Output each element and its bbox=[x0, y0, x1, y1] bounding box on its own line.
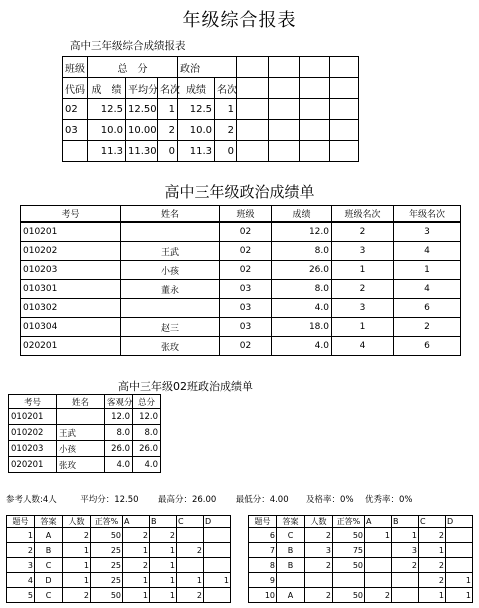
cell: 12.0 bbox=[105, 409, 133, 425]
cell: 4.0 bbox=[272, 337, 332, 356]
table-row bbox=[21, 299, 461, 318]
item-analysis-left bbox=[6, 515, 231, 603]
stat-lowest: 最低分：4.00 bbox=[235, 495, 289, 505]
cell: 6 bbox=[249, 528, 277, 543]
cell: 03 bbox=[220, 318, 272, 337]
cell: 1 bbox=[446, 588, 473, 603]
cell: 010202 bbox=[9, 425, 57, 441]
cell: 75 bbox=[333, 543, 365, 558]
table-row bbox=[7, 528, 231, 543]
cell: 2 bbox=[365, 588, 392, 603]
cell: 12.5 bbox=[178, 99, 215, 120]
cell: 10.0 bbox=[178, 120, 215, 141]
report-title: 年级综合报表 bbox=[182, 10, 297, 31]
cell: 2 bbox=[332, 280, 394, 299]
cell bbox=[305, 573, 333, 588]
cell: 9 bbox=[249, 573, 277, 588]
politics-header-id: 考号 bbox=[21, 206, 121, 222]
cell bbox=[237, 99, 269, 120]
cell: 2 bbox=[123, 528, 150, 543]
cell: 4 bbox=[7, 573, 35, 588]
cell: 8.0 bbox=[105, 425, 133, 441]
cell: 25 bbox=[91, 573, 123, 588]
cell: 50 bbox=[91, 528, 123, 543]
cell: 1 bbox=[63, 558, 91, 573]
cell: 12.0 bbox=[272, 223, 332, 242]
table-row bbox=[9, 441, 161, 457]
table-row bbox=[21, 337, 461, 356]
summary-empty-cell bbox=[300, 78, 330, 99]
table-row bbox=[7, 558, 231, 573]
cell bbox=[177, 528, 204, 543]
cell: B bbox=[277, 543, 305, 558]
cell: 2 bbox=[63, 528, 91, 543]
table-row bbox=[63, 120, 359, 141]
table-row bbox=[249, 573, 473, 588]
cell: 1 bbox=[63, 543, 91, 558]
cell: 1 bbox=[419, 543, 446, 558]
cell: 1 bbox=[7, 528, 35, 543]
summary-header-rank: 名次 bbox=[158, 78, 178, 99]
class-header-objective: 客观分 bbox=[105, 395, 133, 409]
summary-table bbox=[62, 56, 359, 162]
summary-empty-cell bbox=[300, 57, 330, 78]
cell bbox=[237, 141, 269, 162]
cell: 12.50 bbox=[126, 99, 158, 120]
politics-table bbox=[20, 205, 461, 222]
cell: 1 bbox=[204, 573, 231, 588]
cell: 1 bbox=[177, 573, 204, 588]
table-row bbox=[249, 588, 473, 603]
cell: 02 bbox=[220, 261, 272, 280]
cell: 0 bbox=[215, 141, 237, 162]
cell bbox=[446, 558, 473, 573]
politics-header-grade-rank: 年级名次 bbox=[394, 206, 461, 222]
cell: 1 bbox=[158, 99, 178, 120]
item-header-answer: 答案 bbox=[35, 516, 63, 528]
item-header-count: 人数 bbox=[63, 516, 91, 528]
summary-empty-cell bbox=[269, 78, 300, 99]
cell bbox=[330, 141, 359, 162]
cell: 1 bbox=[123, 588, 150, 603]
cell bbox=[269, 99, 300, 120]
item-header-a: A bbox=[365, 516, 392, 528]
item-header-d: D bbox=[446, 516, 473, 528]
cell: 2 bbox=[305, 558, 333, 573]
cell bbox=[57, 409, 105, 425]
cell: 02 bbox=[63, 99, 88, 120]
cell bbox=[365, 573, 392, 588]
cell: 2 bbox=[305, 588, 333, 603]
cell: D bbox=[35, 573, 63, 588]
table-row bbox=[7, 588, 231, 603]
cell: 1 bbox=[419, 588, 446, 603]
summary-empty-cell bbox=[330, 78, 359, 99]
table-row bbox=[9, 425, 161, 441]
cell: 张玫 bbox=[57, 457, 105, 473]
stat-pass-rate: 及格率：0% bbox=[306, 495, 354, 505]
summary-empty-cell bbox=[237, 78, 269, 99]
cell: 11.3 bbox=[88, 141, 126, 162]
cell bbox=[204, 528, 231, 543]
cell: 8.0 bbox=[272, 242, 332, 261]
cell: 4 bbox=[332, 337, 394, 356]
cell: 1 bbox=[150, 573, 177, 588]
cell: 2 bbox=[150, 528, 177, 543]
cell bbox=[333, 573, 365, 588]
cell: 1 bbox=[332, 261, 394, 280]
cell: 1 bbox=[332, 318, 394, 337]
cell bbox=[300, 141, 330, 162]
item-header-answer: 答案 bbox=[277, 516, 305, 528]
stat-participants: 参考人数:4人 bbox=[6, 495, 57, 505]
cell: C bbox=[277, 528, 305, 543]
cell: 8.0 bbox=[272, 280, 332, 299]
table-row bbox=[9, 409, 161, 425]
summary-header-politics: 政治 bbox=[178, 57, 237, 78]
item-header-d: D bbox=[204, 516, 231, 528]
table-row bbox=[249, 558, 473, 573]
cell: 2 bbox=[394, 318, 461, 337]
cell: 010301 bbox=[21, 280, 121, 299]
table-row bbox=[21, 318, 461, 337]
class-sheet-title: 高中三年级02班政治成绩单 bbox=[118, 380, 253, 393]
cell bbox=[365, 558, 392, 573]
cell: 11.3 bbox=[178, 141, 215, 162]
politics-header-score: 成绩 bbox=[272, 206, 332, 222]
cell: B bbox=[277, 558, 305, 573]
cell: 2 bbox=[332, 223, 394, 242]
cell bbox=[204, 588, 231, 603]
cell: 1 bbox=[63, 573, 91, 588]
politics-header-name: 姓名 bbox=[121, 206, 220, 222]
cell: 4.0 bbox=[272, 299, 332, 318]
cell bbox=[204, 543, 231, 558]
cell bbox=[392, 588, 419, 603]
politics-title: 高中三年级政治成绩单 bbox=[164, 183, 315, 201]
cell: 4.0 bbox=[133, 457, 161, 473]
cell: 26.0 bbox=[133, 441, 161, 457]
cell: 2 bbox=[305, 528, 333, 543]
table-row bbox=[249, 543, 473, 558]
cell bbox=[365, 543, 392, 558]
table-row bbox=[21, 261, 461, 280]
cell: 王武 bbox=[57, 425, 105, 441]
cell: 4.0 bbox=[105, 457, 133, 473]
cell: 11.30 bbox=[126, 141, 158, 162]
item-header-count: 人数 bbox=[305, 516, 333, 528]
cell: 020201 bbox=[9, 457, 57, 473]
table-row bbox=[21, 280, 461, 299]
cell: 010203 bbox=[21, 261, 121, 280]
summary-empty-cell bbox=[269, 57, 300, 78]
cell: 赵三 bbox=[121, 318, 220, 337]
cell: 2 bbox=[177, 588, 204, 603]
cell: 1 bbox=[123, 573, 150, 588]
cell: 010304 bbox=[21, 318, 121, 337]
cell: 2 bbox=[419, 573, 446, 588]
class-sheet-table bbox=[8, 394, 161, 473]
cell bbox=[300, 99, 330, 120]
cell: 2 bbox=[419, 528, 446, 543]
politics-table-body bbox=[20, 222, 461, 356]
cell: C bbox=[35, 558, 63, 573]
cell: 董永 bbox=[121, 280, 220, 299]
cell: 张玫 bbox=[121, 337, 220, 356]
cell: 3 bbox=[392, 543, 419, 558]
cell: 50 bbox=[91, 588, 123, 603]
cell: 1 bbox=[150, 558, 177, 573]
summary-header-score: 成 绩 bbox=[88, 78, 126, 99]
cell: 12.5 bbox=[88, 99, 126, 120]
cell: 1 bbox=[446, 573, 473, 588]
stats-line bbox=[6, 493, 412, 505]
cell: 25 bbox=[91, 558, 123, 573]
cell: 4 bbox=[394, 242, 461, 261]
class-header-name: 姓名 bbox=[57, 395, 105, 409]
summary-subtitle: 高中三年级综合成绩报表 bbox=[70, 40, 186, 52]
cell bbox=[300, 120, 330, 141]
cell: 010302 bbox=[21, 299, 121, 318]
item-header-c: C bbox=[419, 516, 446, 528]
cell: 1 bbox=[123, 543, 150, 558]
item-header-correct: 正答% bbox=[333, 516, 365, 528]
item-header-a: A bbox=[123, 516, 150, 528]
cell bbox=[177, 558, 204, 573]
cell: C bbox=[35, 588, 63, 603]
cell: 010201 bbox=[9, 409, 57, 425]
cell: 1 bbox=[365, 528, 392, 543]
cell: 4 bbox=[394, 280, 461, 299]
cell bbox=[121, 299, 220, 318]
cell: 02 bbox=[220, 242, 272, 261]
politics-header-class: 班级 bbox=[220, 206, 272, 222]
cell: 010202 bbox=[21, 242, 121, 261]
cell: 2 bbox=[123, 558, 150, 573]
cell: 1 bbox=[215, 99, 237, 120]
cell bbox=[277, 573, 305, 588]
cell bbox=[237, 120, 269, 141]
cell: 8 bbox=[249, 558, 277, 573]
cell: 2 bbox=[63, 588, 91, 603]
table-row bbox=[7, 573, 231, 588]
cell: 010201 bbox=[21, 223, 121, 242]
cell: 3 bbox=[7, 558, 35, 573]
summary-header-code: 代码 bbox=[63, 78, 88, 99]
cell: 50 bbox=[333, 588, 365, 603]
item-header-b: B bbox=[150, 516, 177, 528]
cell: 10.0 bbox=[88, 120, 126, 141]
cell bbox=[269, 120, 300, 141]
cell: 2 bbox=[158, 120, 178, 141]
table-row bbox=[21, 242, 461, 261]
cell: B bbox=[35, 543, 63, 558]
cell: 3 bbox=[305, 543, 333, 558]
cell: 18.0 bbox=[272, 318, 332, 337]
cell: 020201 bbox=[21, 337, 121, 356]
item-header-no: 题号 bbox=[7, 516, 35, 528]
cell: 1 bbox=[150, 588, 177, 603]
cell: 1 bbox=[150, 543, 177, 558]
cell: 03 bbox=[63, 120, 88, 141]
summary-empty-cell bbox=[237, 57, 269, 78]
cell bbox=[330, 99, 359, 120]
cell: A bbox=[35, 528, 63, 543]
cell: 3 bbox=[332, 242, 394, 261]
cell bbox=[269, 141, 300, 162]
cell: 25 bbox=[91, 543, 123, 558]
cell: 2 bbox=[7, 543, 35, 558]
item-header-b: B bbox=[392, 516, 419, 528]
summary-header-pol-rank: 名次 bbox=[215, 78, 237, 99]
cell: 50 bbox=[333, 558, 365, 573]
table-row bbox=[63, 141, 359, 162]
table-row bbox=[9, 457, 161, 473]
cell: 10 bbox=[249, 588, 277, 603]
summary-empty-cell bbox=[330, 57, 359, 78]
item-header-c: C bbox=[177, 516, 204, 528]
cell bbox=[392, 573, 419, 588]
summary-header-class: 班级 bbox=[63, 57, 88, 78]
item-header-no: 题号 bbox=[249, 516, 277, 528]
cell: 26.0 bbox=[272, 261, 332, 280]
cell: 3 bbox=[332, 299, 394, 318]
cell bbox=[446, 543, 473, 558]
cell: A bbox=[277, 588, 305, 603]
stat-excellent-rate: 优秀率：0% bbox=[364, 495, 413, 505]
cell: 2 bbox=[215, 120, 237, 141]
cell bbox=[446, 528, 473, 543]
summary-header-average: 平均分 bbox=[126, 78, 158, 99]
cell: 02 bbox=[220, 223, 272, 242]
politics-header-class-rank: 班级名次 bbox=[332, 206, 394, 222]
cell: 010203 bbox=[9, 441, 57, 457]
cell: 02 bbox=[220, 337, 272, 356]
table-row bbox=[63, 99, 359, 120]
cell bbox=[204, 558, 231, 573]
cell: 10.00 bbox=[126, 120, 158, 141]
cell: 3 bbox=[394, 223, 461, 242]
cell: 6 bbox=[394, 299, 461, 318]
cell: 0 bbox=[158, 141, 178, 162]
stat-average: 平均分：12.50 bbox=[80, 495, 139, 505]
cell: 50 bbox=[333, 528, 365, 543]
cell bbox=[330, 120, 359, 141]
cell: 8.0 bbox=[133, 425, 161, 441]
item-analysis-right bbox=[248, 515, 473, 603]
class-header-total: 总分 bbox=[133, 395, 161, 409]
summary-header-total: 总 分 bbox=[88, 57, 178, 78]
cell: 03 bbox=[220, 280, 272, 299]
cell: 12.0 bbox=[133, 409, 161, 425]
cell: 5 bbox=[7, 588, 35, 603]
cell: 1 bbox=[394, 261, 461, 280]
cell: 7 bbox=[249, 543, 277, 558]
cell: 2 bbox=[392, 558, 419, 573]
cell: 2 bbox=[419, 558, 446, 573]
table-row bbox=[249, 528, 473, 543]
summary-header-pol-score: 成绩 bbox=[178, 78, 215, 99]
cell bbox=[121, 223, 220, 242]
class-header-id: 考号 bbox=[9, 395, 57, 409]
cell: 26.0 bbox=[105, 441, 133, 457]
table-row bbox=[21, 223, 461, 242]
cell: 小孩 bbox=[121, 261, 220, 280]
cell: 6 bbox=[394, 337, 461, 356]
cell bbox=[63, 141, 88, 162]
cell: 2 bbox=[177, 543, 204, 558]
cell: 03 bbox=[220, 299, 272, 318]
stat-highest: 最高分：26.00 bbox=[157, 495, 217, 505]
cell: 1 bbox=[392, 528, 419, 543]
cell: 王武 bbox=[121, 242, 220, 261]
cell: 小孩 bbox=[57, 441, 105, 457]
item-header-correct: 正答% bbox=[91, 516, 123, 528]
table-row bbox=[7, 543, 231, 558]
